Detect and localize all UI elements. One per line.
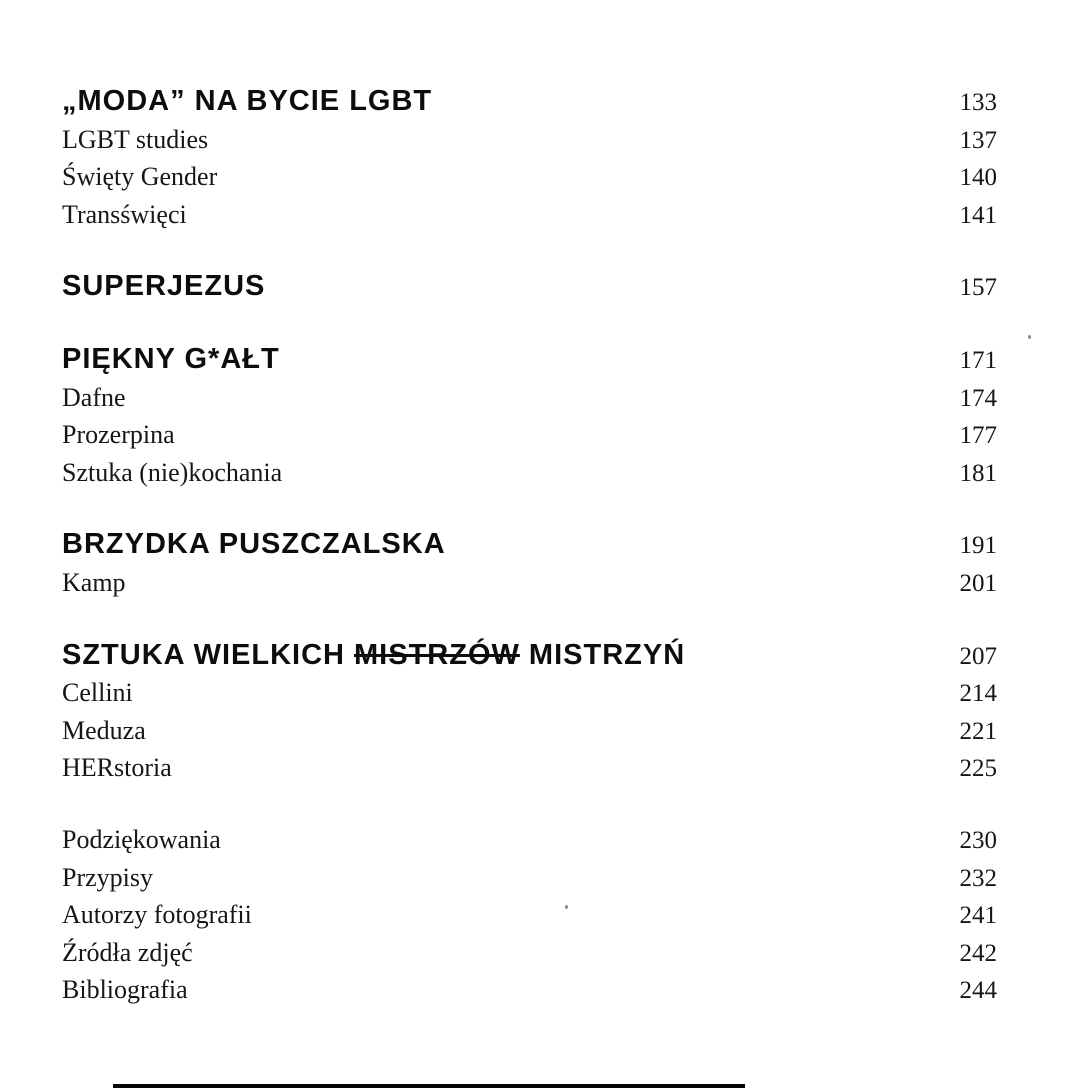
toc-heading-row	[62, 637, 997, 676]
scan-speck	[565, 905, 568, 909]
entry-title: Przypisy	[62, 862, 153, 892]
toc-entry-row	[62, 417, 997, 455]
page-number: 230	[959, 826, 997, 854]
page-number: 177	[959, 422, 997, 450]
entry-title: Kamp	[62, 567, 126, 597]
toc-heading-row	[62, 341, 997, 380]
page-number: 174	[959, 384, 997, 412]
page-number: 232	[959, 864, 997, 892]
struck-word: MISTRZÓW	[354, 638, 520, 671]
heading-text: SZTUKA WIELKICH	[62, 638, 355, 671]
entry-title: Autorzy fotografii	[62, 900, 252, 930]
table-of-contents	[62, 83, 997, 1010]
page-number: 221	[959, 717, 997, 745]
page-number: 225	[959, 755, 997, 783]
section-title	[62, 526, 446, 563]
entry-title: LGBT studies	[62, 124, 209, 154]
heading-text: PIĘKNY G*AŁT	[62, 342, 280, 375]
section-title	[62, 637, 685, 674]
page-number: 244	[959, 977, 997, 1005]
entry-title: Podziękowania	[62, 824, 221, 854]
page-number: 242	[959, 939, 997, 967]
toc-heading-row	[62, 268, 997, 307]
toc-heading-row	[62, 526, 997, 565]
section-title	[62, 83, 432, 120]
page-number: 137	[959, 126, 997, 154]
toc-entry-row	[62, 897, 997, 935]
page-number: 140	[959, 164, 997, 192]
entry-title: Transświęci	[62, 199, 187, 229]
section-title	[62, 341, 280, 378]
entry-title: Dafne	[62, 382, 126, 412]
page-number: 133	[959, 89, 997, 116]
toc-entry-row	[62, 159, 997, 197]
section-title	[62, 268, 265, 305]
toc-section	[62, 637, 997, 788]
page-number: 157	[959, 274, 997, 302]
entry-title: Meduza	[62, 715, 146, 745]
toc-entry-row	[62, 972, 997, 1010]
toc-section	[62, 341, 997, 492]
toc-entry-row	[62, 565, 997, 603]
scan-edge-artifact	[113, 1084, 745, 1088]
heading-text: MISTRZYŃ	[519, 638, 686, 671]
toc-entry-row	[62, 675, 997, 713]
toc-heading-row	[62, 83, 997, 122]
toc-entry-row	[62, 455, 997, 493]
heading-text: „MODA” NA BYCIE LGBT	[62, 85, 433, 117]
toc-section	[62, 822, 997, 1010]
toc-entry-row	[62, 935, 997, 973]
toc-section	[62, 83, 997, 234]
toc-entry-row	[62, 860, 997, 898]
entry-title: HERstoria	[62, 753, 172, 783]
toc-section	[62, 526, 997, 602]
toc-entry-row	[62, 822, 997, 860]
entry-title: Bibliografia	[62, 975, 188, 1005]
toc-section	[62, 268, 997, 307]
entry-title: Prozerpina	[62, 420, 175, 450]
toc-entry-row	[62, 713, 997, 751]
entry-title: Sztuka (nie)kochania	[62, 457, 283, 487]
entry-title: Źródła zdjęć	[62, 937, 193, 967]
page-number: 214	[959, 680, 997, 708]
toc-entry-row	[62, 122, 997, 160]
toc-entry-row	[62, 197, 997, 235]
page-number: 241	[959, 902, 997, 930]
scan-speck	[1028, 335, 1031, 339]
entry-title: Święty Gender	[62, 162, 218, 192]
page-number: 141	[959, 201, 997, 229]
page-number: 207	[959, 642, 997, 670]
heading-text: BRZYDKA PUSZCZALSKA	[62, 528, 446, 561]
page-number: 181	[959, 459, 997, 487]
page-number: 201	[959, 569, 997, 597]
heading-text: SUPERJEZUS	[62, 270, 266, 303]
page-number: 171	[959, 346, 997, 374]
toc-entry-row	[62, 380, 997, 418]
entry-title: Cellini	[62, 678, 133, 708]
page-number: 191	[959, 532, 997, 560]
toc-entry-row	[62, 750, 997, 788]
